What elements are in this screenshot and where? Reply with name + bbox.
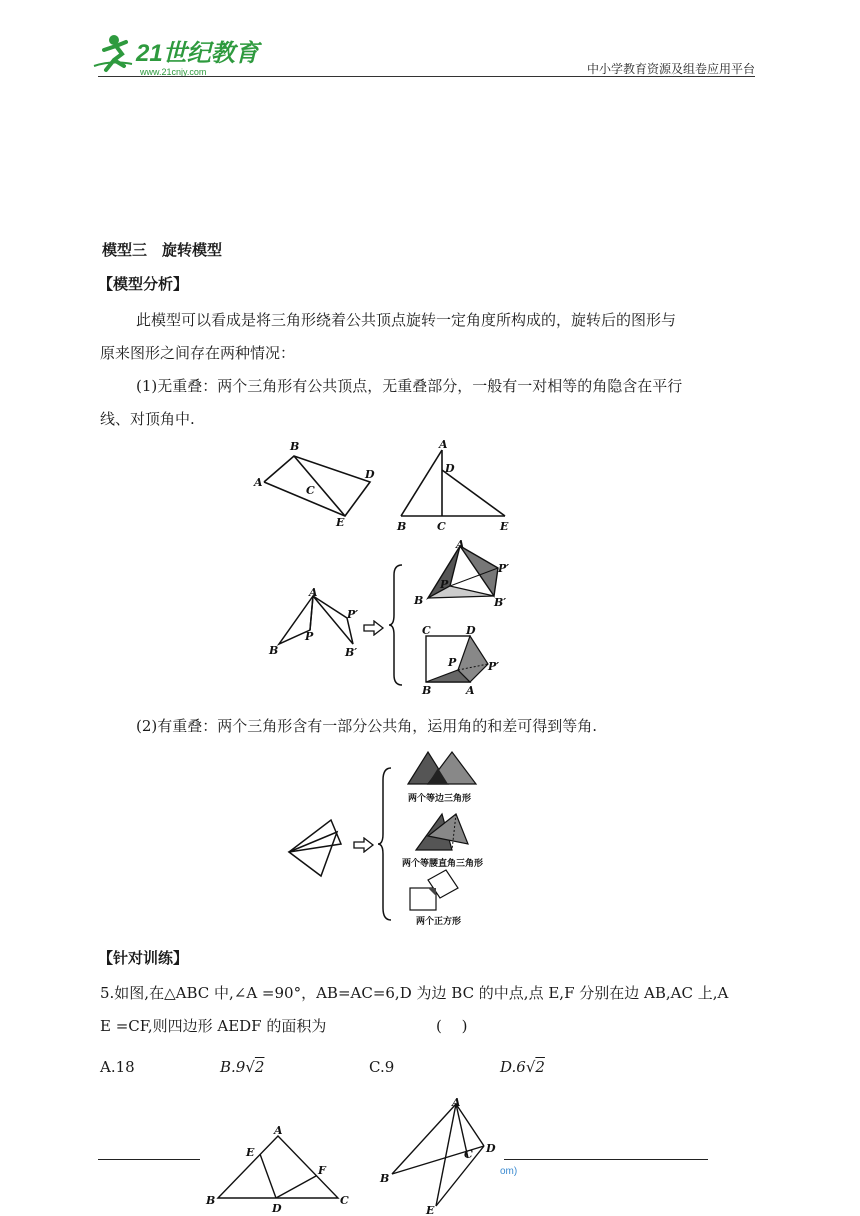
sqrt-icon: √ [245,1058,255,1076]
label-P-prime: P′ [488,660,500,673]
label-E: E [500,520,509,533]
question-5-line-1: 5.如图,在△ABC 中,∠A =90°，AB=AC=6,D 为边 BC 的中点,点 E,F 分别在边 AB,AC 上,A [100,984,729,1002]
label-A: A [452,1096,461,1109]
caption-squares: 两个正方形 [416,917,462,927]
figure-square-pair [406,868,470,912]
label-B: B [397,520,407,533]
label-B: B [380,1172,390,1185]
label-P: P [448,656,457,669]
caption-equilateral: 两个等边三角形 [408,794,472,804]
option-d-radicand: 2 [535,1058,545,1076]
case1-line-1: (1)无重叠：两个三角形有公共顶点，无重叠部分，一般有一对相等的角隐含在平行 [136,377,683,395]
label-D: D [466,624,476,637]
label-D: D [365,468,375,481]
figure-question-5-right [376,1094,506,1216]
label-B-prime: B′ [494,596,507,609]
option-a: A.18 [100,1058,135,1076]
section-title: 模型三 旋转模型 [102,241,223,259]
label-A: A [274,1124,283,1137]
question-5-line-2: E =CF,则四边形 AEDF 的面积为 [100,1017,327,1035]
label-A: A [254,476,263,489]
header-divider [98,76,755,77]
label-B: B [206,1194,216,1207]
label-B: B [290,440,300,453]
case1-line-2: 线、对顶角中. [100,410,195,428]
label-P: P [305,630,314,643]
option-d-prefix: D.6 [500,1058,526,1076]
answer-bracket: ( ) [436,1017,468,1035]
option-b-prefix: B.9 [220,1058,246,1076]
figure-rotation-point [265,582,375,660]
arrow-right-icon [352,837,376,853]
figure-question-5-left [200,1120,360,1216]
label-A: A [456,538,465,551]
label-E: E [246,1146,255,1159]
header-platform-text: 中小学教育资源及组卷应用平台 [586,62,755,76]
label-B: B [269,644,279,657]
paragraph-line-1: 此模型可以看成是将三角形绕着公共顶点旋转一定角度所构成的，旋转后的图形与 [136,311,677,329]
figure-overlap [285,814,353,880]
footer-line-right [504,1159,708,1160]
label-E: E [336,516,345,528]
brace-icon [377,766,395,922]
training-heading: 【针对训练】 [98,949,189,967]
label-F: F [318,1164,326,1177]
option-b [220,1058,264,1076]
label-A: A [439,440,448,451]
label-B: B [414,594,424,607]
figure-equilateral-pair [404,748,482,788]
logo-icon [92,30,262,80]
label-C: C [437,520,446,533]
label-C: C [340,1194,349,1207]
label-P: P [440,578,449,591]
label-P-prime: P′ [498,562,510,575]
label-P-prime: P′ [347,608,359,621]
footer-watermark: om) [500,1166,518,1177]
figure-shaded-rotation [410,538,520,616]
label-B-prime: B′ [345,646,358,659]
label-A: A [309,586,318,599]
label-B: B [422,684,432,696]
brace-icon [388,563,406,687]
label-A: A [466,684,475,696]
case2-text: (2)有重叠：两个三角形含有一部分公共角，运用角的和差可得到等角. [136,717,598,735]
figure-right-triangles [395,440,520,535]
figure-isosceles-right-pair [412,810,476,854]
label-D: D [486,1142,496,1155]
label-C: C [422,624,431,637]
label-C: C [464,1148,473,1161]
option-d [500,1058,545,1076]
label-D: D [272,1202,282,1215]
caption-isosceles-right: 两个等腰直角三角形 [402,859,484,869]
footer-line-left [98,1159,200,1160]
arrow-right-icon [362,620,386,636]
option-c: C.9 [369,1058,395,1076]
label-D: D [445,462,455,475]
figure-vertical-angles [250,436,385,528]
logo-url: www.21cnjy.com [140,67,207,77]
label-E: E [426,1204,435,1216]
figure-square-rotation [410,624,520,696]
logo [92,30,262,80]
analysis-heading: 【模型分析】 [98,275,189,293]
logo-text: 21世纪教育 [136,40,259,67]
option-b-radicand: 2 [254,1058,265,1076]
paragraph-line-2: 原来图形之间存在两种情况： [100,344,296,362]
sqrt-icon: √ [525,1058,536,1076]
label-C: C [306,484,315,497]
